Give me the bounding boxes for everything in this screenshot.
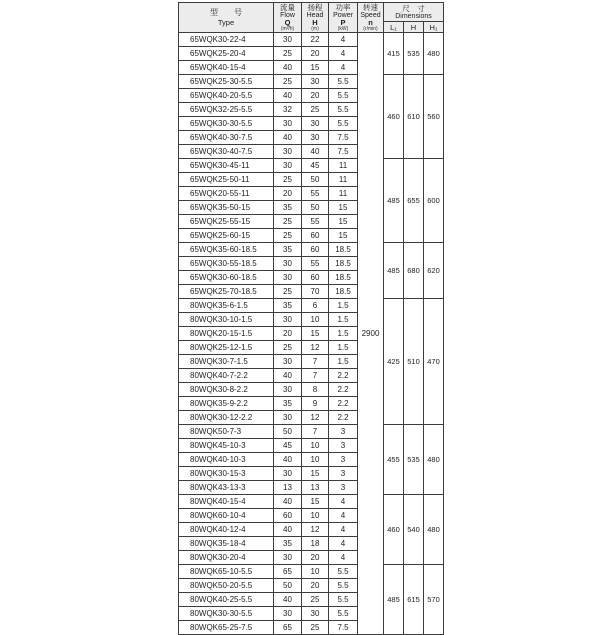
flow-cell: 65 [274,621,302,635]
dim-h1-cell: 480 [424,425,444,495]
power-cell: 3 [329,481,358,495]
head-header-cn: 扬程 [307,2,323,12]
power-header-unit: (kW) [337,25,349,32]
power-cell: 4 [329,523,358,537]
power-cell: 7.5 [329,145,358,159]
flow-cell: 35 [274,201,302,215]
head-cell: 20 [302,579,329,593]
dim-l1-cell: 425 [384,299,404,425]
type-cell: 65WQK30-45-11 [179,159,274,173]
col-header-power [329,3,358,33]
table-row [179,565,444,579]
table-row [179,33,444,47]
power-cell: 3 [329,467,358,481]
col-header-dimensions [384,3,444,22]
dim-l1-cell: 460 [384,495,404,565]
head-cell: 15 [302,327,329,341]
flow-cell: 13 [274,481,302,495]
dim-l1-cell: 485 [384,243,404,299]
type-cell: 65WQK35-60-18.5 [179,243,274,257]
head-cell: 30 [302,117,329,131]
flow-cell: 35 [274,537,302,551]
power-cell: 7.5 [329,621,358,635]
flow-cell: 40 [274,89,302,103]
head-cell: 55 [302,187,329,201]
dim-h1-cell: 620 [424,243,444,299]
flow-cell: 30 [274,145,302,159]
col-header-type [179,3,274,33]
head-cell: 12 [302,523,329,537]
power-cell: 18.5 [329,271,358,285]
type-cell: 80WQK25-12-1.5 [179,341,274,355]
head-cell: 12 [302,411,329,425]
head-cell: 70 [302,285,329,299]
dim-h1-cell: 470 [424,299,444,425]
power-cell: 4 [329,495,358,509]
dim-h1-cell: 570 [424,565,444,635]
flow-cell: 30 [274,411,302,425]
type-cell: 80WQK30-30-5.5 [179,607,274,621]
flow-cell: 30 [274,271,302,285]
head-cell: 40 [302,145,329,159]
power-cell: 3 [329,425,358,439]
flow-cell: 40 [274,453,302,467]
head-cell: 30 [302,131,329,145]
dim-h1-cell: 600 [424,159,444,243]
col-header-head [302,3,329,33]
dim-l1-cell: 485 [384,565,404,635]
head-cell: 25 [302,593,329,607]
flow-cell: 30 [274,551,302,565]
speed-header-en: Speed [360,11,381,19]
power-cell: 11 [329,173,358,187]
spec-table-header [179,3,444,33]
table-row [179,495,444,509]
flow-cell: 30 [274,313,302,327]
head-cell: 60 [302,243,329,257]
flow-cell: 25 [274,285,302,299]
type-cell: 65WQK40-30-7.5 [179,131,274,145]
head-cell: 7 [302,355,329,369]
head-cell: 9 [302,397,329,411]
dim-h-cell: 535 [404,33,424,75]
power-cell: 2.2 [329,397,358,411]
head-cell: 50 [302,201,329,215]
flow-cell: 65 [274,565,302,579]
power-cell: 5.5 [329,607,358,621]
type-cell: 65WQK25-60-15 [179,229,274,243]
type-cell: 65WQK25-20-4 [179,47,274,61]
type-cell: 80WQK30-12-2.2 [179,411,274,425]
type-header-en: Type [217,18,235,27]
flow-cell: 40 [274,61,302,75]
type-cell: 80WQK65-10-5.5 [179,565,274,579]
col-header-l1: L₁ [384,22,404,33]
power-cell: 5.5 [329,565,358,579]
power-cell: 15 [329,201,358,215]
power-cell: 1.5 [329,313,358,327]
flow-cell: 50 [274,579,302,593]
col-header-speed [358,3,384,33]
type-cell: 65WQK40-20-5.5 [179,89,274,103]
dimensions-header-en: Dimensions [395,12,432,20]
flow-cell: 25 [274,229,302,243]
flow-cell: 30 [274,383,302,397]
flow-cell: 25 [274,215,302,229]
power-cell: 11 [329,159,358,173]
flow-cell: 25 [274,75,302,89]
head-header-unit: (m) [311,25,319,32]
flow-header-cn: 流量 [280,2,295,12]
power-cell: 5.5 [329,117,358,131]
power-cell: 5.5 [329,75,358,89]
flow-cell: 50 [274,425,302,439]
flow-cell: 30 [274,257,302,271]
head-cell: 55 [302,257,329,271]
head-cell: 10 [302,509,329,523]
power-cell: 1.5 [329,355,358,369]
type-cell: 65WQK32-25-5.5 [179,103,274,117]
flow-cell: 20 [274,327,302,341]
dim-h-cell: 680 [404,243,424,299]
type-cell: 65WQK25-70-18.5 [179,285,274,299]
head-cell: 55 [302,215,329,229]
head-cell: 25 [302,621,329,635]
flow-cell: 25 [274,47,302,61]
pump-spec-table-container [178,2,443,632]
head-cell: 12 [302,341,329,355]
power-cell: 15 [329,229,358,243]
head-cell: 8 [302,383,329,397]
power-cell: 5.5 [329,593,358,607]
head-cell: 10 [302,565,329,579]
power-cell: 2.2 [329,383,358,397]
power-header-cn: 功率 [335,2,351,12]
col-header-h: H [404,22,424,33]
table-row [179,299,444,313]
type-cell: 80WQK35-6-1.5 [179,299,274,313]
flow-cell: 40 [274,131,302,145]
dim-l1-cell: 460 [384,75,404,159]
type-cell: 65WQK30-22-4 [179,33,274,47]
power-cell: 4 [329,33,358,47]
head-cell: 18 [302,537,329,551]
table-row [179,243,444,257]
dim-h-cell: 615 [404,565,424,635]
dim-h1-cell: 480 [424,33,444,75]
flow-header-en: Flow [280,11,295,19]
type-cell: 80WQK30-15-3 [179,467,274,481]
power-header-en: Power [333,11,353,19]
speed-header-symbol: n [368,17,373,27]
head-header-symbol: H [312,17,318,27]
dim-l1-cell: 485 [384,159,404,243]
power-cell: 18.5 [329,257,358,271]
flow-cell: 40 [274,593,302,607]
type-cell: 80WQK30-8-2.2 [179,383,274,397]
type-cell: 65WQK35-50-15 [179,201,274,215]
head-cell: 6 [302,299,329,313]
power-cell: 4 [329,551,358,565]
type-cell: 80WQK40-7-2.2 [179,369,274,383]
flow-cell: 60 [274,509,302,523]
head-header-en: Head [306,11,324,19]
type-cell: 80WQK45-10-3 [179,439,274,453]
type-header-cn: 型 号 [210,8,242,17]
flow-cell: 30 [274,607,302,621]
head-cell: 15 [302,495,329,509]
power-cell: 3 [329,439,358,453]
head-cell: 30 [302,607,329,621]
flow-cell: 32 [274,103,302,117]
flow-cell: 30 [274,33,302,47]
table-row [179,159,444,173]
head-cell: 25 [302,103,329,117]
power-cell: 1.5 [329,327,358,341]
power-cell: 4 [329,61,358,75]
flow-cell: 40 [274,369,302,383]
flow-cell: 35 [274,397,302,411]
dim-h-cell: 510 [404,299,424,425]
flow-cell: 35 [274,243,302,257]
dim-l1-cell: 415 [384,33,404,75]
table-row [179,75,444,89]
dim-h-cell: 535 [404,425,424,495]
dim-h-cell: 610 [404,75,424,159]
spec-table-body [179,33,444,635]
col-header-flow [274,3,302,33]
power-cell: 2.2 [329,369,358,383]
type-cell: 65WQK25-55-15 [179,215,274,229]
type-cell: 80WQK30-7-1.5 [179,355,274,369]
type-cell: 65WQK30-40-7.5 [179,145,274,159]
dim-h1-cell: 480 [424,495,444,565]
speed-header-cn: 转速 [363,2,378,12]
flow-cell: 30 [274,355,302,369]
head-cell: 10 [302,453,329,467]
type-cell: 80WQK40-12-4 [179,523,274,537]
pump-spec-table [178,2,444,635]
head-cell: 10 [302,313,329,327]
power-cell: 7.5 [329,131,358,145]
type-cell: 80WQK35-18-4 [179,537,274,551]
head-cell: 60 [302,271,329,285]
power-cell: 2.2 [329,411,358,425]
type-cell: 65WQK25-50-11 [179,173,274,187]
flow-cell: 25 [274,173,302,187]
type-cell: 65WQK30-60-18.5 [179,271,274,285]
col-header-h1: H₁ [424,22,444,33]
power-cell: 11 [329,187,358,201]
head-cell: 13 [302,481,329,495]
type-cell: 80WQK40-25-5.5 [179,593,274,607]
type-cell: 80WQK60-10-4 [179,509,274,523]
head-cell: 20 [302,47,329,61]
power-cell: 4 [329,509,358,523]
dim-l1-cell: 455 [384,425,404,495]
power-cell: 3 [329,453,358,467]
type-cell: 80WQK65-25-7.5 [179,621,274,635]
type-cell: 65WQK30-30-5.5 [179,117,274,131]
flow-cell: 40 [274,495,302,509]
head-cell: 7 [302,425,329,439]
type-cell: 80WQK20-15-1.5 [179,327,274,341]
type-cell: 80WQK50-20-5.5 [179,579,274,593]
flow-cell: 45 [274,439,302,453]
speed-header-unit: (r/min) [363,25,378,32]
dim-h-cell: 655 [404,159,424,243]
type-cell: 80WQK30-10-1.5 [179,313,274,327]
head-cell: 30 [302,75,329,89]
type-cell: 80WQK40-15-4 [179,495,274,509]
flow-header-symbol: Q [284,17,291,27]
flow-cell: 30 [274,467,302,481]
flow-cell: 30 [274,117,302,131]
head-cell: 60 [302,229,329,243]
power-header-symbol: P [340,17,346,27]
type-cell: 80WQK50-7-3 [179,425,274,439]
head-cell: 15 [302,467,329,481]
power-cell: 1.5 [329,341,358,355]
power-cell: 18.5 [329,285,358,299]
power-cell: 5.5 [329,579,358,593]
type-cell: 80WQK43-13-3 [179,481,274,495]
head-cell: 20 [302,89,329,103]
power-cell: 15 [329,215,358,229]
power-cell: 5.5 [329,103,358,117]
type-cell: 65WQK30-55-18.5 [179,257,274,271]
dim-h1-cell: 560 [424,75,444,159]
table-row [179,425,444,439]
head-cell: 10 [302,439,329,453]
head-cell: 15 [302,61,329,75]
type-cell: 65WQK25-30-5.5 [179,75,274,89]
flow-cell: 35 [274,299,302,313]
head-cell: 20 [302,551,329,565]
head-cell: 7 [302,369,329,383]
type-cell: 80WQK40-10-3 [179,453,274,467]
head-cell: 50 [302,173,329,187]
type-cell: 80WQK35-9-2.2 [179,397,274,411]
flow-cell: 40 [274,523,302,537]
dim-h-cell: 540 [404,495,424,565]
power-cell: 4 [329,47,358,61]
flow-header-unit: (m³/h) [280,25,295,32]
type-cell: 80WQK30-20-4 [179,551,274,565]
head-cell: 45 [302,159,329,173]
flow-cell: 25 [274,341,302,355]
type-cell: 65WQK20-55-11 [179,187,274,201]
type-cell: 65WQK40-15-4 [179,61,274,75]
power-cell: 18.5 [329,243,358,257]
speed-value-cell: 2900 [358,33,384,635]
power-cell: 1.5 [329,299,358,313]
flow-cell: 20 [274,187,302,201]
power-cell: 4 [329,537,358,551]
flow-cell: 30 [274,159,302,173]
power-cell: 5.5 [329,89,358,103]
head-cell: 22 [302,33,329,47]
dimensions-header-cn: 尺 寸 [402,3,425,13]
